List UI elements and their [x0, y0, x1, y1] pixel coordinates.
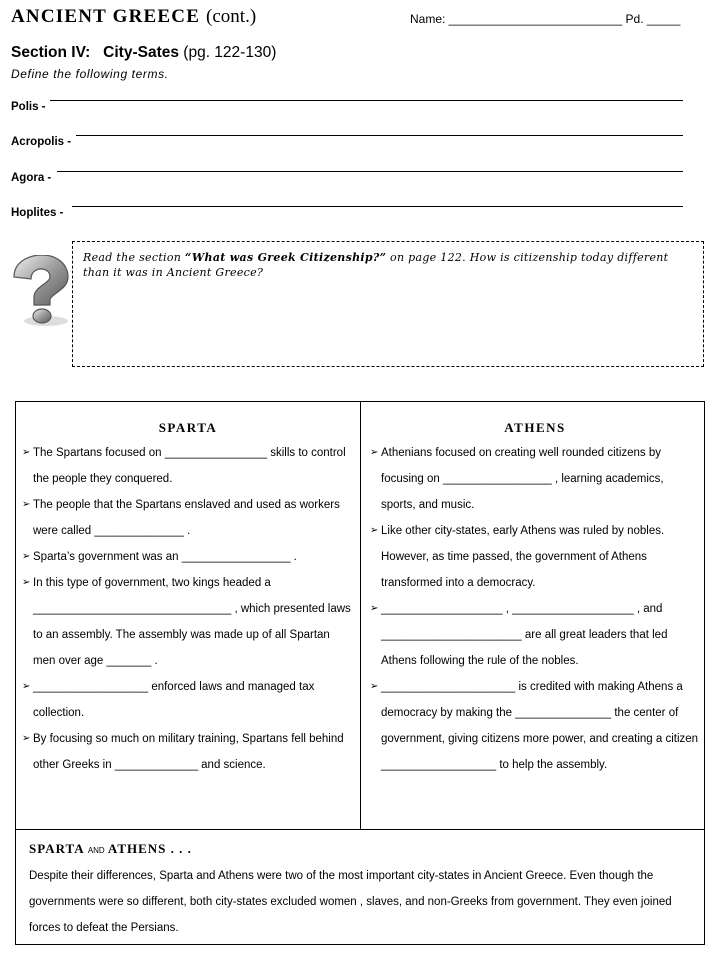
athens-bullet: ➢ Athenians focused on creating well rounded citizens by focusing on _________________ , learning academics, sports, and music. — [370, 440, 700, 518]
row-divider — [16, 829, 704, 830]
sparta-and-athens-text: Despite their differences, Sparta and Athens were two of the most important city-states in Ancient Greece. Even though the governments were so different, both city-states excluded women , slaves, and non-Greeks from government. They even joined forces to defeat the Persians. — [29, 870, 672, 934]
answer-line-acropolis[interactable] — [76, 135, 683, 136]
arrow-bullet-icon: ➢ — [22, 577, 31, 588]
athens-column — [370, 416, 700, 778]
arrow-bullet-icon: ➢ — [370, 603, 379, 614]
sparta-bullet: ➢ __________________ enforced laws and managed tax collection. — [22, 674, 354, 726]
sparta-heading: sparta — [158, 416, 218, 437]
question-mark-icon — [8, 255, 72, 330]
arrow-bullet-icon: ➢ — [22, 551, 31, 562]
athens-heading: athens — [504, 416, 566, 437]
sparta-bullet: ➢ By focusing so much on military training, Spartans fell behind other Greeks in _____________ and science. — [22, 726, 354, 778]
athens-bullet: ➢ _____________________ is credited with making Athens a democracy by making the _______________ the center of government, giving citizens more power, and creating a citizen __________________ to help the assembly. — [370, 674, 700, 778]
arrow-bullet-icon: ➢ — [370, 681, 379, 692]
citizenship-question: Read the section “What was Greek Citizenship?” on page 122. How is citizenship today different than it was in Ancient Greece? — [83, 251, 669, 279]
arrow-bullet-icon: ➢ — [22, 499, 31, 510]
sparta-bullet: ➢ Sparta’s government was an _________________ . — [22, 544, 354, 570]
answer-line-agora[interactable] — [57, 171, 683, 172]
arrow-bullet-icon: ➢ — [370, 525, 379, 536]
athens-bullet: ➢ ___________________ , ___________________ , and ______________________ are all great leaders that led Athens following the rule of the nobles. — [370, 596, 700, 674]
name-period-line: Name: __________________________ Pd. _____ — [410, 12, 681, 26]
instruction-text: Define the following terms. — [11, 67, 169, 81]
citizenship-question-box[interactable] — [72, 241, 704, 367]
arrow-bullet-icon: ➢ — [22, 681, 31, 692]
sparta-bullet: ➢ The people that the Spartans enslaved and used as workers were called ______________ . — [22, 492, 354, 544]
sparta-bullet: ➢ In this type of government, two kings headed a _______________________________ , which presented laws to an assembly. The assembly was made up of all Spartan men over age _______ . — [22, 570, 354, 674]
section-heading: Section IV: City-Sates (pg. 122-130) — [11, 44, 277, 61]
term-hoplites: Hoplites - — [11, 207, 64, 219]
worksheet-title: ANCIENT GREECE (cont.) — [11, 6, 257, 27]
sparta-bullet: ➢ The Spartans focused on ________________ skills to control the people they conquered. — [22, 440, 354, 492]
comparison-table — [15, 401, 705, 945]
sparta-and-athens-section — [29, 836, 699, 941]
answer-line-polis[interactable] — [50, 100, 683, 101]
arrow-bullet-icon: ➢ — [370, 447, 379, 458]
sparta-and-athens-heading: SPARTA and ATHENS . . . — [29, 841, 192, 856]
arrow-bullet-icon: ➢ — [22, 733, 31, 744]
column-divider — [360, 402, 361, 829]
term-polis: Polis - — [11, 101, 46, 113]
arrow-bullet-icon: ➢ — [22, 447, 31, 458]
answer-line-hoplites[interactable] — [72, 206, 683, 207]
sparta-column — [22, 416, 354, 778]
term-agora: Agora - — [11, 172, 52, 184]
term-acropolis: Acropolis - — [11, 136, 72, 148]
athens-bullet: ➢ Like other city-states, early Athens was ruled by nobles. However, as time passed, the government of Athens transformed into a democracy. — [370, 518, 700, 596]
